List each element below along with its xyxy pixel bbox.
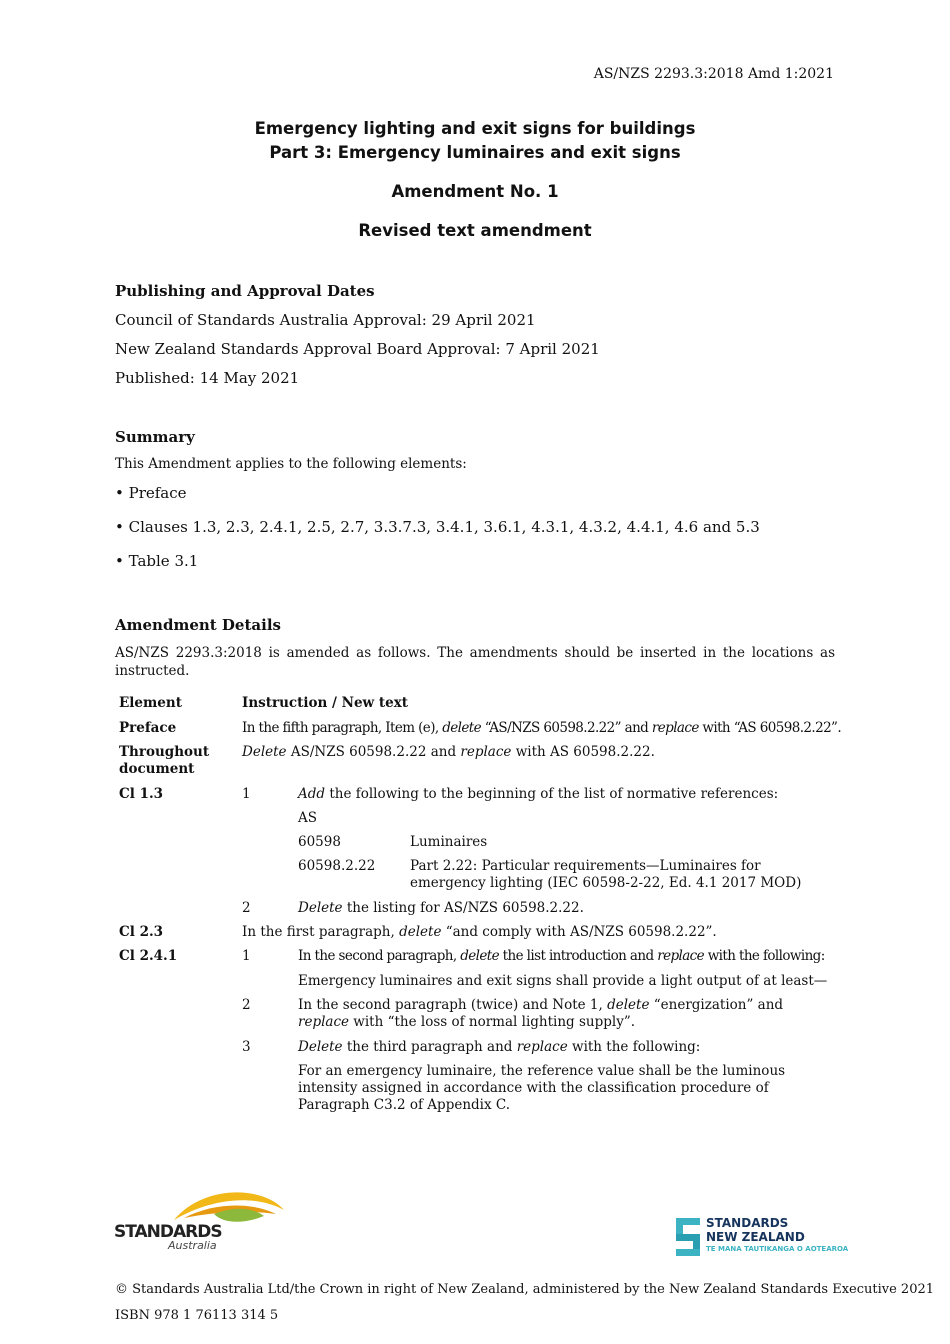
standards-new-zealand-logo [676,1216,849,1260]
item-number: 1 [242,786,251,802]
title-line-2: Part 3: Emergency luminaires and exit signs [269,143,681,162]
nz-approval: New Zealand Standards Approval Board Approval: 7 April 2021 [115,340,600,358]
standards-australia-wordmark: STANDARDS [114,1222,222,1242]
standards-australia-subtitle: Australia [168,1239,217,1252]
summary-item: • Table 3.1 [115,552,199,570]
reference-number: 60598.2.22 [298,858,376,874]
cl241-new-text-3: For an emergency luminaire, the reference value shall be the luminous intensity assigned in accordance with the classification procedure of Paragraph C3.2 of Appendix C. [298,1063,786,1113]
reference-title: Luminaires [410,834,488,850]
cl23-instruction: In the first paragraph, delete “and comply with AS/NZS 60598.2.22”. [242,924,717,940]
preface-instruction: In the fifth paragraph, Item (e), delete “AS/NZS 60598.2.22” and replace with “AS 60598.2.22”. [242,720,842,736]
cl241-instruction-2: In the second paragraph (twice) and Note 1, delete “energization” and replace with “the loss of normal lighting supply”. [298,997,784,1030]
summary-item: • Clauses 1.3, 2.3, 2.4.1, 2.5, 2.7, 3.3.7.3, 3.4.1, 3.6.1, 4.3.1, 4.3.2, 4.4.1, 4.6 and 5.3 [115,518,760,536]
standards-nz-line-2: NEW ZEALAND [706,1230,805,1244]
element-throughout-document: Throughout document [119,744,210,777]
standards-nz-tagline: TE MANA TAUTIKANGA O AOTEAROA [706,1245,849,1253]
cl241-instruction-3: Delete the third paragraph and replace with the following: [298,1039,701,1055]
amendment-type: Revised text amendment [358,221,592,240]
cl241-instruction-1: In the second paragraph, delete the list introduction and replace with the following: [298,948,825,964]
council-approval: Council of Standards Australia Approval: 29 April 2021 [115,311,536,329]
summary-item: • Preface [115,484,187,502]
document-id: AS/NZS 2293.3:2018 Amd 1:2021 [593,66,834,82]
item-number: 2 [242,900,251,916]
details-heading: Amendment Details [115,616,281,634]
amendment-number: Amendment No. 1 [391,182,559,201]
reference-group-as: AS [298,810,317,826]
cl13-instruction-1: Add the following to the beginning of the list of normative references: [298,786,779,802]
cl241-new-text-1: Emergency luminaires and exit signs shall provide a light output of at least— [298,973,828,989]
details-intro: AS/NZS 2293.3:2018 is amended as follows. The amendments should be inserted in the locations as instructed. [115,645,835,679]
column-header-instruction: Instruction / New text [242,695,408,711]
item-number: 2 [242,997,251,1013]
element-cl-1-3: Cl 1.3 [119,786,164,802]
throughout-instruction: Delete AS/NZS 60598.2.22 and replace with AS 60598.2.22. [242,744,655,760]
reference-title: Part 2.22: Particular requirements—Luminaires for emergency lighting (IEC 60598-2-22, Ed. 4.1 2017 MOD) [410,858,802,891]
column-header-element: Element [119,695,182,711]
isbn: ISBN 978 1 76113 314 5 [115,1308,279,1323]
standards-nz-line-1: STANDARDS [706,1216,789,1230]
reference-number: 60598 [298,834,341,850]
title-line-1: Emergency lighting and exit signs for buildings [254,119,696,138]
item-number: 3 [242,1039,251,1055]
copyright-notice: © Standards Australia Ltd/the Crown in right of New Zealand, administered by the New Zealand Standards Executive 2021 [115,1282,935,1297]
summary-intro: This Amendment applies to the following elements: [115,456,467,472]
publishing-heading: Publishing and Approval Dates [115,282,375,300]
element-cl-2-4-1: Cl 2.4.1 [119,948,178,964]
cl13-instruction-2: Delete the listing for AS/NZS 60598.2.22. [298,900,584,916]
standards-australia-logo [114,1188,289,1254]
summary-heading: Summary [115,428,195,446]
published-date: Published: 14 May 2021 [115,369,300,387]
item-number: 1 [242,948,251,964]
element-preface: Preface [119,720,177,736]
standards-nz-mark-icon [676,1218,700,1256]
element-cl-2-3: Cl 2.3 [119,924,164,940]
